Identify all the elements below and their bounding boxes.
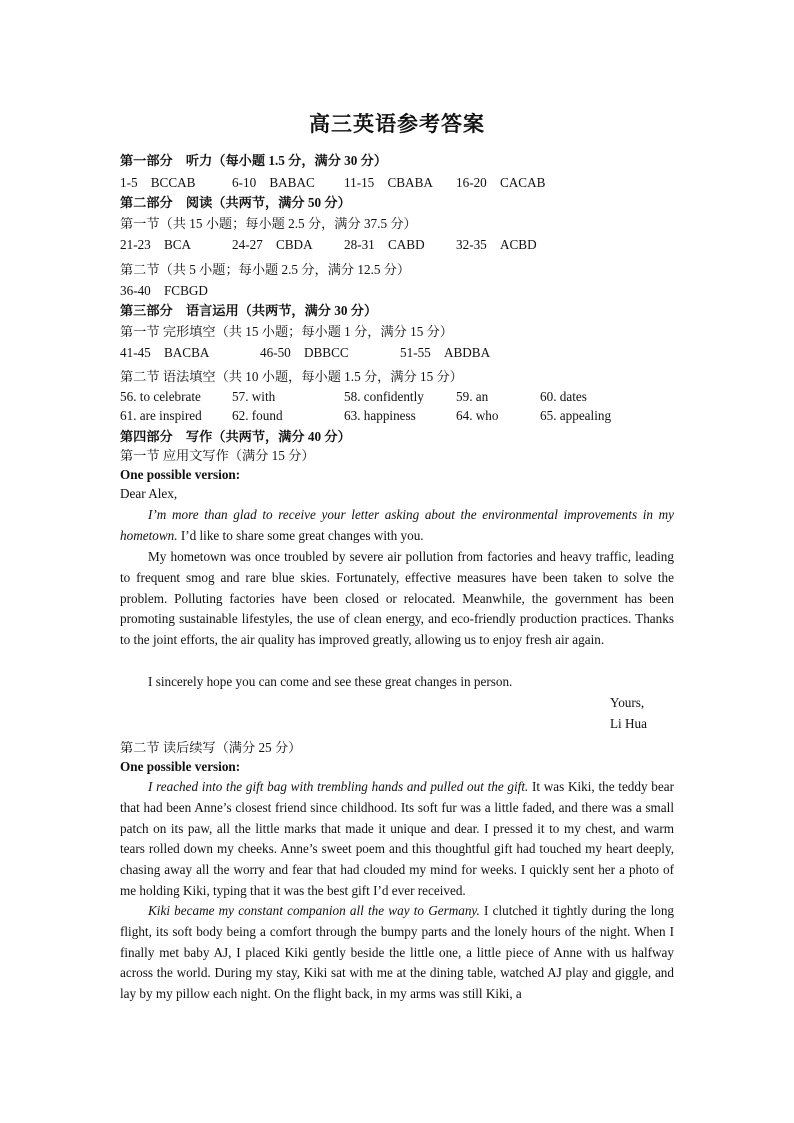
grammar-answer: 65. appealing bbox=[540, 408, 612, 423]
grammar-answer: 60. dates bbox=[540, 389, 587, 404]
grammar-answer: 58. confidently bbox=[344, 389, 424, 404]
part1-heading: 第一部分 听力（每小题 1.5 分，满分 30 分） bbox=[120, 153, 388, 168]
part4-section1-label: 第一节 应用文写作（满分 15 分） bbox=[120, 448, 315, 463]
part2-section1-label: 第一节（共 15 小题；每小题 2.5 分，满分 37.5 分） bbox=[120, 216, 417, 231]
story-paragraph-2-rest: I clutched it tightly during the long flight, its soft body being a comfort through the bumpy parts and the lonely hours of the night. When I finally met baby AJ, I placed Kiki gently beside the little one, a little piece of Anne with us halfway across the world. During my stay, Kiki sat with me at the dining table, watched AJ play and giggle, and lay by my pillow each night. On the flight back, in my arms was still Kiki, a bbox=[120, 903, 675, 1002]
letter-greeting: Dear Alex, bbox=[120, 486, 178, 501]
letter-paragraph-1-rest: I’d like to share some great changes with you. bbox=[177, 527, 424, 543]
letter-paragraph-2: My hometown was once troubled by severe air pollution from factories and heavy traffic, leading to frequent smog and rare blue skies. Fortunately, effective measures have been taken to solve the problem. Polluting factories have been closed or relocated. Meanwhile, the government has been promoting sustainable lifestyles, the use of clean energy, and eco-friendly production practices. Thanks to the joint efforts, the air quality has improved greatly, allowing us to enjoy fresh air again. bbox=[120, 549, 674, 648]
answer-group: 51-55 ABDBA bbox=[400, 345, 491, 360]
answer-group: 24-27 CBDA bbox=[232, 237, 313, 252]
story-opening-sentence-1: I reached into the gift bag with trembling hands and pulled out the gift. bbox=[148, 779, 529, 794]
grammar-answer: 59. an bbox=[456, 389, 489, 404]
letter-signature: Li Hua bbox=[610, 716, 647, 731]
answer-group: 28-31 CABD bbox=[344, 237, 425, 252]
answer-group: 36-40 FCBGD bbox=[120, 283, 208, 298]
part3-section1-label: 第一节 完形填空（共 15 小题；每小题 1 分，满分 15 分） bbox=[120, 324, 453, 339]
answer-group: 21-23 BCA bbox=[120, 237, 192, 252]
answer-group: 16-20 CACAB bbox=[456, 175, 546, 190]
answer-group: 46-50 DBBCC bbox=[260, 345, 349, 360]
grammar-answer: 62. found bbox=[232, 408, 283, 423]
page-title: 高三英语参考答案 bbox=[309, 112, 485, 136]
letter-paragraph-1 bbox=[120, 505, 674, 547]
part2-section2-label: 第二节（共 5 小题；每小题 2.5 分，满分 12.5 分） bbox=[120, 262, 411, 277]
grammar-answer: 57. with bbox=[232, 389, 276, 404]
grammar-answer: 61. are inspired bbox=[120, 408, 202, 423]
part4-section2-label: 第二节 读后续写（满分 25 分） bbox=[120, 740, 302, 755]
answer-group: 41-45 BACBA bbox=[120, 345, 210, 360]
letter-opening-sentence: I’m more than glad to receive your letter asking about the environmental improvements in my hometown. bbox=[120, 507, 674, 543]
letter-closing: Yours, bbox=[610, 695, 645, 710]
grammar-answer: 56. to celebrate bbox=[120, 389, 201, 404]
story-paragraph-1 bbox=[120, 777, 674, 902]
story-paragraph-2 bbox=[120, 901, 674, 1005]
story-opening-sentence-2: Kiki became my constant companion all the way to Germany. bbox=[148, 903, 480, 918]
letter-paragraph-3: I sincerely hope you can come and see these great changes in person. bbox=[148, 674, 513, 689]
version-label: One possible version: bbox=[120, 759, 241, 774]
answer-group: 1-5 BCCAB bbox=[120, 175, 196, 190]
part3-section2-label: 第二节 语法填空（共 10 小题，每小题 1.5 分，满分 15 分） bbox=[120, 369, 463, 384]
part2-heading: 第二部分 阅读（共两节，满分 50 分） bbox=[120, 195, 351, 210]
answer-group: 11-15 CBABA bbox=[344, 175, 433, 190]
grammar-answer: 63. happiness bbox=[344, 408, 416, 423]
version-label: One possible version: bbox=[120, 467, 241, 482]
story-paragraph-1-rest: It was Kiki, the teddy bear that had been Anne’s closest friend since childhood. Its soft fur was a little faded, and there was a small patch on its paw, all the little marks that made it unique and dear. I pressed it to my chest, and warm tears rolled down my cheeks. Anne’s sweet poem and this thoughtful gift had touched my heart deeply, chasing away all the worry and fear that had clouded my mind for weeks. I quickly sent her a photo of me holding Kiki, typing that it was the best gift I’d ever received. bbox=[120, 779, 674, 898]
answer-group: 6-10 BABAC bbox=[232, 175, 315, 190]
part4-heading: 第四部分 写作（共两节，满分 40 分） bbox=[120, 429, 351, 444]
part3-heading: 第三部分 语言运用（共两节，满分 30 分） bbox=[120, 303, 378, 318]
grammar-answer: 64. who bbox=[456, 408, 499, 423]
answer-group: 32-35 ACBD bbox=[456, 237, 537, 252]
